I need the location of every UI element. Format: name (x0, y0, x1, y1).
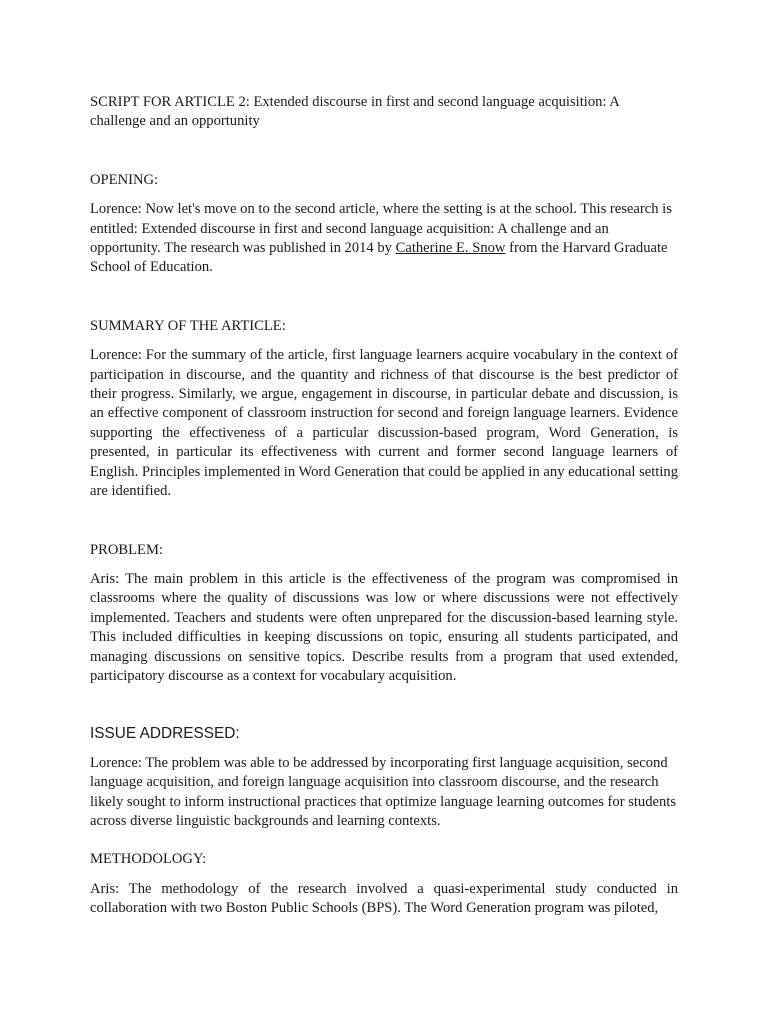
opening-text-before-link: Lorence: Now let's move on to the second article, where the setting is at the school. This research is entitled: Extended discourse in first and second language acquisition: A challenge and an opportunity. The research was published in 2014 by (90, 201, 672, 257)
problem-heading: PROBLEM: (90, 541, 163, 558)
problem-paragraph: Aris: The main problem in this article is the effectiveness of the program was compromised in classrooms where the quality of discussions was low or where discussions were not effectively implemented. Teachers and students were often unprepared for the discussion-based learning style. This included difficulties in keeping discussions on topic, ensuring all students participated, and managing discussions on sensitive topics. Describe results from a program that used extended, participatory discourse as a context for vocabulary acquisition. (90, 570, 678, 684)
document-title: SCRIPT FOR ARTICLE 2: Extended discourse in first and second language acquisition: A challenge and an opportunity (90, 94, 620, 130)
methodology-heading: METHODOLOGY: (90, 851, 207, 868)
document-page (90, 93, 678, 919)
methodology-paragraph: Aris: The methodology of the research involved a quasi-experimental study conducted in collaboration with two Boston Public Schools (BPS). The Word Generation program was piloted, (90, 880, 678, 917)
opening-heading: OPENING: (90, 171, 159, 188)
author-link[interactable]: Catherine E. Snow (395, 240, 506, 257)
issue-heading: ISSUE ADDRESSED: (90, 725, 240, 743)
opening-text-after-link: from the Harvard Graduate School of Education. (90, 240, 668, 276)
opening-paragraph (90, 200, 678, 278)
issue-paragraph: Lorence: The problem was able to be addressed by incorporating first language acquisition, second language acquisition, and foreign language acquisition into classroom discourse, and the research likely sought to inform instructional practices that optimize language learning outcomes for students across diverse linguistic backgrounds and learning contexts. (90, 754, 677, 829)
summary-paragraph: Lorence: For the summary of the article, first language learners acquire vocabulary in the context of participation in discourse, and the quantity and richness of that discourse is the best predictor of their progress. Similarly, we argue, engagement in discourse, in particular debate and discussion, is an effective component of classroom instruction for second and foreign language learners. Evidence supporting the effectiveness of a particular discussion-based program, Word Generation, is presented, in particular its effectiveness with current and former second language learners of English. Principles implemented in Word Generation that could be applied in any educational setting are identified. (90, 347, 678, 500)
summary-heading: SUMMARY OF THE ARTICLE: (90, 317, 286, 334)
